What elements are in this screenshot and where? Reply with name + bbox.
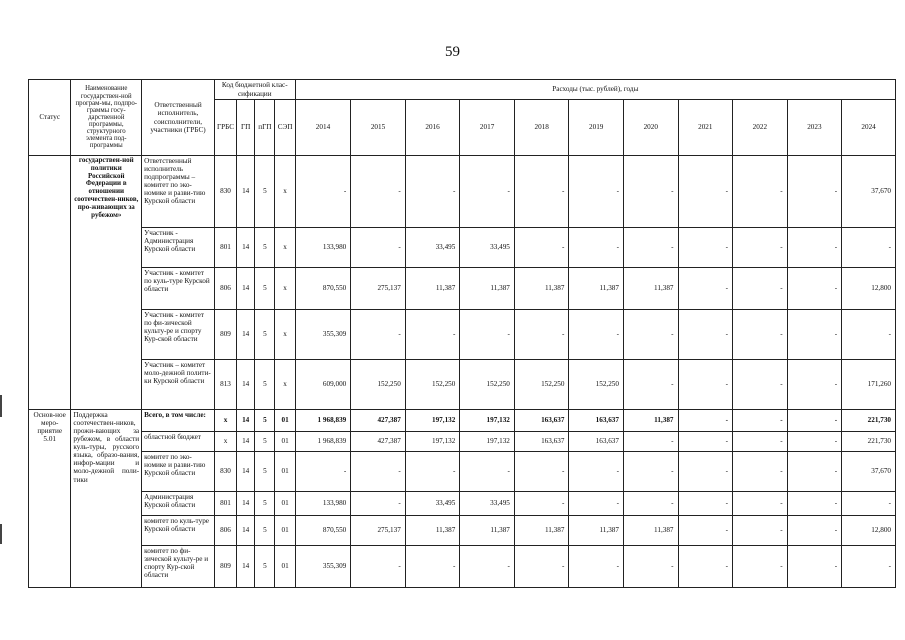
value-cell: 1 968,839 (295, 410, 351, 432)
header-code-grbs: ГРБС (214, 100, 236, 156)
executor-cell: Ответственный исполнитель подпрограммы – комитет по эко-номике и разви-тию Курской области (142, 156, 215, 228)
code-cell: 14 (237, 360, 255, 410)
value-cell: 355,309 (295, 310, 351, 360)
code-cell: 5 (255, 516, 275, 546)
value-cell: 1 968,839 (295, 432, 351, 452)
code-cell: х (275, 360, 295, 410)
table-body-group1 (29, 156, 896, 410)
code-cell: 14 (237, 156, 255, 228)
value-cell: - (351, 452, 406, 492)
value-cell: 163,637 (514, 410, 569, 432)
code-cell: х (214, 410, 236, 432)
page-edge-mark (0, 524, 2, 544)
value-cell: - (623, 360, 678, 410)
value-cell: 11,387 (514, 516, 569, 546)
value-cell: 427,387 (351, 432, 406, 452)
value-cell: - (295, 156, 351, 228)
value-cell: - (787, 516, 842, 546)
value-cell: - (733, 228, 788, 268)
value-cell: - (569, 310, 624, 360)
value-cell: - (787, 268, 842, 310)
code-cell: х (275, 310, 295, 360)
value-cell: - (678, 452, 733, 492)
value-cell: - (460, 310, 515, 360)
value-cell: - (405, 452, 460, 492)
value-cell: - (405, 546, 460, 588)
value-cell: 221,730 (842, 432, 896, 452)
name-cell: Поддержка соотечествен-ников, прожи-вающих за рубежом, в области куль-туры, русского языка, образо-вания, инфор-мации и моло-дежной поли-тики (71, 410, 142, 588)
value-cell: - (351, 492, 406, 516)
value-cell: 152,250 (514, 360, 569, 410)
code-cell: 5 (255, 492, 275, 516)
status-cell: Основ-ное меро-приятие 5.01 (29, 410, 71, 588)
table-row (29, 228, 896, 268)
value-cell: 33,495 (460, 492, 515, 516)
value-cell: - (733, 268, 788, 310)
code-cell: 830 (214, 156, 236, 228)
value-cell: - (460, 546, 515, 588)
header-year: 2023 (787, 100, 842, 156)
value-cell: - (405, 310, 460, 360)
executor-cell: комитет по куль-туре Курской области (142, 516, 215, 546)
code-cell: 5 (255, 546, 275, 588)
header-expenses: Расходы (тыс. рублей), годы (295, 80, 895, 100)
value-cell: - (295, 452, 351, 492)
value-cell: - (569, 156, 624, 228)
value-cell: - (514, 228, 569, 268)
code-cell: 01 (275, 516, 295, 546)
value-cell: - (460, 452, 515, 492)
value-cell: - (678, 432, 733, 452)
code-cell: 5 (255, 156, 275, 228)
header-year: 2024 (842, 100, 896, 156)
code-cell: 806 (214, 516, 236, 546)
code-cell: х (275, 228, 295, 268)
code-cell: х (275, 268, 295, 310)
table-row (29, 492, 896, 516)
code-cell: 5 (255, 452, 275, 492)
value-cell: 163,637 (569, 410, 624, 432)
value-cell: - (733, 310, 788, 360)
page-number: 59 (445, 44, 460, 60)
code-cell: 806 (214, 268, 236, 310)
value-cell: - (787, 228, 842, 268)
code-cell: 14 (237, 432, 255, 452)
code-cell: 5 (255, 410, 275, 432)
code-cell: 01 (275, 452, 295, 492)
code-cell: 830 (214, 452, 236, 492)
table-row (29, 360, 896, 410)
value-cell: - (842, 228, 896, 268)
code-cell: 809 (214, 310, 236, 360)
value-cell: 152,250 (460, 360, 515, 410)
code-cell: 01 (275, 492, 295, 516)
value-cell: 197,132 (405, 432, 460, 452)
value-cell: 11,387 (569, 516, 624, 546)
value-cell: - (678, 516, 733, 546)
table-row (29, 516, 896, 546)
table-body-group2 (29, 410, 896, 588)
executor-cell: Всего, в том числе: (142, 410, 215, 432)
value-cell: 11,387 (623, 516, 678, 546)
value-cell: - (678, 310, 733, 360)
value-cell: - (678, 360, 733, 410)
value-cell: - (514, 546, 569, 588)
header-code-pgp: пГП (255, 100, 275, 156)
header-name: Наименование государствен-ной програм-мы, подпро-граммы госу-дарственной программы, структурного элемента под-программы (71, 80, 142, 156)
name-cell: государствен-ной политики Российской Федерации в отношении соотечествен-ников, про-живающих за рубежом» (71, 156, 142, 410)
value-cell: 11,387 (514, 268, 569, 310)
header-year: 2021 (678, 100, 733, 156)
code-cell: 14 (237, 228, 255, 268)
status-cell (29, 156, 71, 410)
value-cell: 197,132 (405, 410, 460, 432)
value-cell: - (623, 546, 678, 588)
value-cell: - (351, 156, 406, 228)
value-cell: 33,495 (460, 228, 515, 268)
table-row (29, 310, 896, 360)
code-cell: 14 (237, 268, 255, 310)
executor-cell: Участник - комитет по фи-зической культу-ре и спорту Кур-ской области (142, 310, 215, 360)
value-cell: - (569, 228, 624, 268)
code-cell: 14 (237, 492, 255, 516)
code-cell: 801 (214, 228, 236, 268)
value-cell: 133,980 (295, 228, 351, 268)
value-cell: 133,980 (295, 492, 351, 516)
value-cell: - (623, 452, 678, 492)
value-cell: 171,260 (842, 360, 896, 410)
value-cell: - (623, 310, 678, 360)
header-executor: Ответственный исполнитель, соисполнители, участники (ГРБС) (142, 80, 215, 156)
value-cell: - (514, 492, 569, 516)
value-cell: - (733, 360, 788, 410)
table-row (29, 410, 896, 432)
value-cell: 152,250 (351, 360, 406, 410)
value-cell: 11,387 (460, 516, 515, 546)
code-cell: 801 (214, 492, 236, 516)
code-cell: 01 (275, 432, 295, 452)
table-row (29, 268, 896, 310)
value-cell: - (787, 432, 842, 452)
value-cell: 163,637 (569, 432, 624, 452)
value-cell: - (787, 156, 842, 228)
value-cell: - (351, 310, 406, 360)
value-cell: - (460, 156, 515, 228)
value-cell: - (514, 156, 569, 228)
value-cell: 11,387 (623, 410, 678, 432)
value-cell: - (733, 432, 788, 452)
code-cell: 5 (255, 432, 275, 452)
header-year: 2018 (514, 100, 569, 156)
code-cell: 14 (237, 452, 255, 492)
code-cell: х (214, 432, 236, 452)
value-cell: - (623, 228, 678, 268)
header-code-sep: СЭП (275, 100, 295, 156)
code-cell: 14 (237, 516, 255, 546)
executor-cell: Администрация Курской области (142, 492, 215, 516)
value-cell: - (787, 410, 842, 432)
header-status: Статус (29, 80, 71, 156)
value-cell: 11,387 (623, 268, 678, 310)
code-cell: 01 (275, 410, 295, 432)
value-cell: - (678, 156, 733, 228)
code-cell: 14 (237, 310, 255, 360)
code-cell: 5 (255, 310, 275, 360)
value-cell: - (351, 228, 406, 268)
value-cell: 11,387 (569, 268, 624, 310)
value-cell: - (733, 516, 788, 546)
header-budget-code: Код бюджетной клас-сификации (214, 80, 295, 100)
value-cell: 197,132 (460, 432, 515, 452)
value-cell: - (787, 546, 842, 588)
value-cell: 33,495 (405, 228, 460, 268)
table-row (29, 452, 896, 492)
value-cell: - (351, 546, 406, 588)
header-year: 2016 (405, 100, 460, 156)
table-row (29, 432, 896, 452)
value-cell: - (678, 228, 733, 268)
code-cell: х (275, 156, 295, 228)
table-row (29, 546, 896, 588)
value-cell: - (514, 310, 569, 360)
value-cell: 221,730 (842, 410, 896, 432)
value-cell: - (623, 156, 678, 228)
value-cell: - (678, 492, 733, 516)
value-cell: 11,387 (405, 268, 460, 310)
executor-cell: Участник – комитет моло-дежной полити-ки Курской области (142, 360, 215, 410)
code-cell: 01 (275, 546, 295, 588)
header-code-gp: ГП (237, 100, 255, 156)
value-cell: - (733, 492, 788, 516)
value-cell: 37,670 (842, 452, 896, 492)
value-cell: - (733, 546, 788, 588)
executor-cell: Участник - Администрация Курской области (142, 228, 215, 268)
value-cell: 12,800 (842, 268, 896, 310)
value-cell: - (842, 546, 896, 588)
value-cell: 11,387 (460, 268, 515, 310)
value-cell: 870,550 (295, 516, 351, 546)
value-cell: - (787, 360, 842, 410)
value-cell: - (623, 432, 678, 452)
value-cell: - (569, 546, 624, 588)
value-cell: 870,550 (295, 268, 351, 310)
executor-cell: комитет по эко-номике и разви-тию Курской области (142, 452, 215, 492)
value-cell: 275,137 (351, 268, 406, 310)
header-year: 2019 (569, 100, 624, 156)
value-cell: - (623, 492, 678, 516)
table-row (29, 156, 896, 228)
header-year: 2014 (295, 100, 351, 156)
code-cell: 5 (255, 228, 275, 268)
value-cell: - (678, 410, 733, 432)
header-year: 2015 (351, 100, 406, 156)
value-cell: - (678, 546, 733, 588)
value-cell: - (678, 268, 733, 310)
value-cell: 12,800 (842, 516, 896, 546)
value-cell: - (514, 452, 569, 492)
value-cell: 275,137 (351, 516, 406, 546)
expenses-table (28, 79, 896, 588)
value-cell: - (569, 492, 624, 516)
value-cell: 197,132 (460, 410, 515, 432)
value-cell: - (733, 410, 788, 432)
executor-cell: Участник - комитет по куль-туре Курской области (142, 268, 215, 310)
value-cell: - (787, 310, 842, 360)
header-year: 2017 (460, 100, 515, 156)
value-cell: - (733, 156, 788, 228)
value-cell: - (405, 156, 460, 228)
page-edge-mark (0, 395, 2, 417)
value-cell: 37,670 (842, 156, 896, 228)
value-cell: - (787, 452, 842, 492)
value-cell: - (569, 452, 624, 492)
header-year: 2022 (733, 100, 788, 156)
value-cell: - (842, 492, 896, 516)
header-year: 2020 (623, 100, 678, 156)
executor-cell: комитет по фи-зической культу-ре и спорту Кур-ской области (142, 546, 215, 588)
executor-cell: областной бюджет (142, 432, 215, 452)
value-cell: 355,309 (295, 546, 351, 588)
value-cell: - (842, 310, 896, 360)
value-cell: 427,387 (351, 410, 406, 432)
value-cell: - (733, 452, 788, 492)
code-cell: 813 (214, 360, 236, 410)
value-cell: 152,250 (569, 360, 624, 410)
code-cell: 809 (214, 546, 236, 588)
value-cell: 609,000 (295, 360, 351, 410)
value-cell: - (787, 492, 842, 516)
value-cell: 33,495 (405, 492, 460, 516)
value-cell: 152,250 (405, 360, 460, 410)
code-cell: 5 (255, 268, 275, 310)
value-cell: 163,637 (514, 432, 569, 452)
code-cell: 5 (255, 360, 275, 410)
value-cell: 11,387 (405, 516, 460, 546)
code-cell: 14 (237, 546, 255, 588)
code-cell: 14 (237, 410, 255, 432)
